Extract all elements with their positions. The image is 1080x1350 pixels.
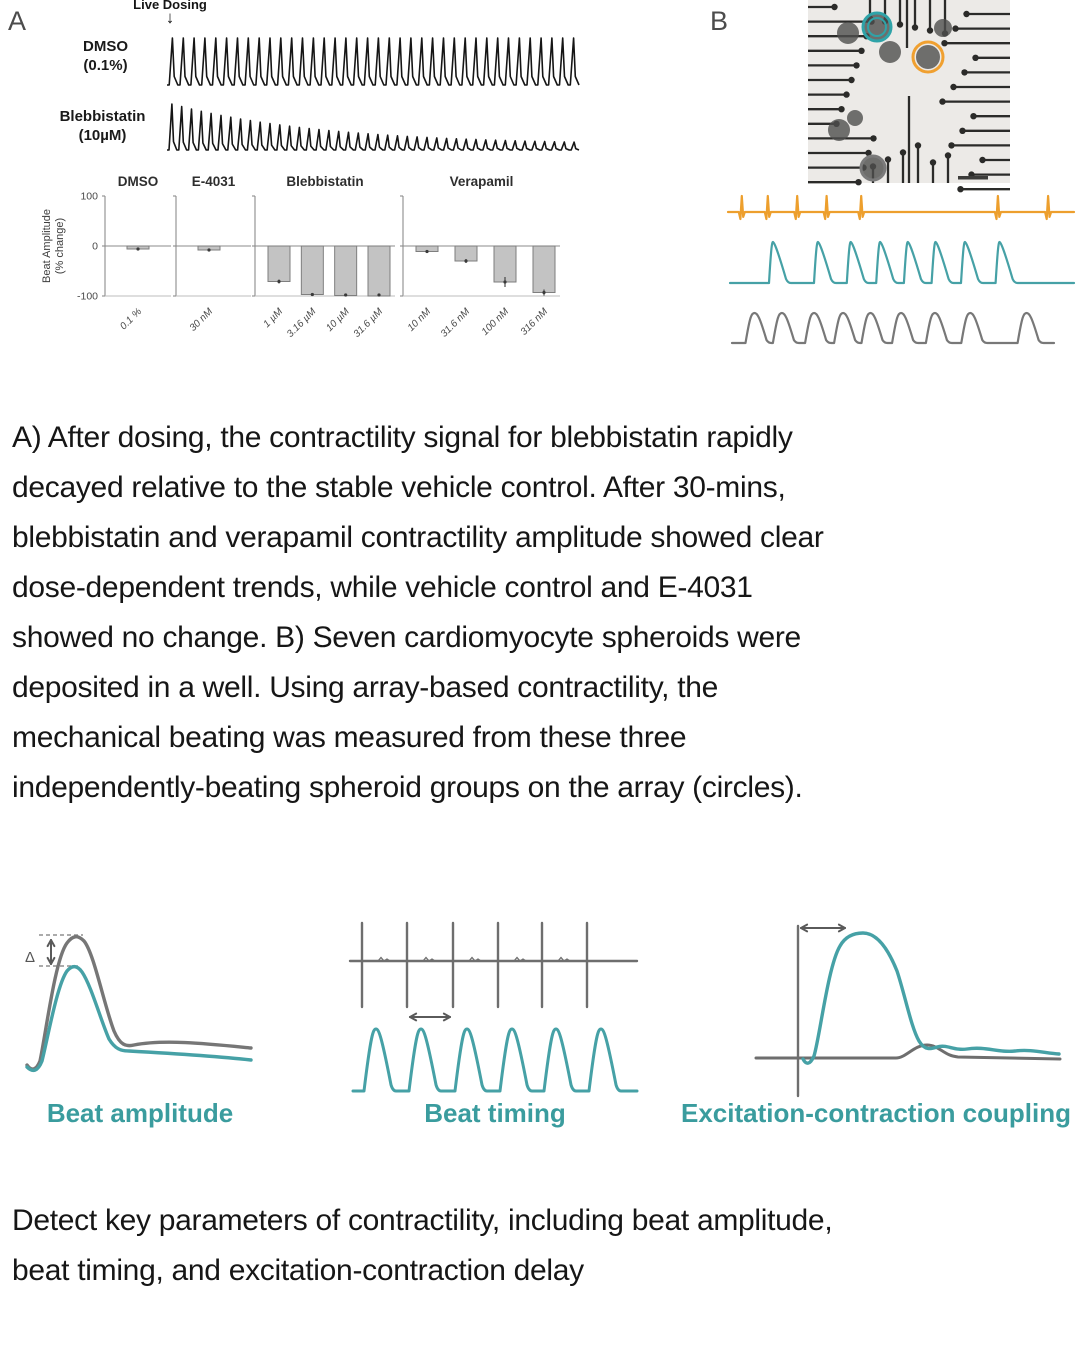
beat-amplitude-diagram [15,915,265,1100]
bar [301,246,323,295]
y-tick-label: 100 [80,190,98,203]
y-tick-label: 0 [92,240,98,253]
spheroid [934,19,952,37]
group-title: DMSO [117,174,159,189]
caption-line: A) After dosing, the contractility signal for blebbistatin rapidly [12,421,793,454]
beat-amplitude-charts [38,170,638,360]
bar [335,246,357,296]
bar [368,246,390,296]
teal-contraction-curve [803,933,1059,1063]
trace-dmso [163,32,583,88]
dose-label: 10 nM [405,306,434,334]
caption-line: deposited in a well. Using array-based contractility, the [12,671,719,704]
bar [494,246,516,282]
teal-beat-train [353,1029,637,1091]
dose-label: 3.16 µM [284,306,319,340]
live-dosing-label: Live Dosing [133,0,207,12]
spheroid [879,41,901,63]
footer-line: Detect key parameters of contractility, including beat amplitude, [12,1204,833,1237]
footer-line: beat timing, and excitation-contraction delay [12,1254,584,1287]
caption-line: independently-beating spheroid groups on the array (circles). [12,771,803,804]
spheroid [828,119,850,141]
blebbistatin-trace-label: Blebbistatin (10µM) [59,108,146,144]
bar [455,246,477,261]
scale-bar [958,176,988,180]
footer-text [12,1196,1072,1296]
beat-timing-diagram [345,915,645,1105]
trace-blebbistatin [163,103,583,155]
dose-label: 10 µM [324,306,352,334]
y-axis-label: (% change) [54,217,66,275]
gray-beat-curve [27,937,251,1069]
group-title: Verapamil [449,174,514,189]
spheroid [916,45,940,69]
panel-b-letter: B [710,6,729,36]
caption-line: blebbistatin and verapamil contractility amplitude showed clear [12,521,824,554]
ecc-label: Excitation-contraction coupling [680,1098,1071,1128]
contractility-trace-teal [730,242,1074,283]
spheroid [847,110,863,126]
contractility-trace-gray [732,313,1054,343]
caption-line: mechanical beating was measured from these three [12,721,687,754]
delta-symbol: Δ [25,949,36,966]
dmso-trace-label: DMSO (0.1%) [83,38,128,74]
dose-label: 31.6 µM [351,306,386,340]
y-tick-label: -100 [76,290,98,303]
dose-label: 30 nM [187,306,216,334]
panel-b-traces [722,192,1080,350]
group-title: E-4031 [191,174,236,189]
dose-label: 100 nM [479,306,512,338]
panel-a-letter: A [8,6,27,36]
beat-timing-label: Beat timing [424,1098,566,1128]
double-arrow [801,925,845,932]
ecc-diagram [748,908,1068,1103]
teal-beat-curve [27,967,251,1071]
caption-line: decayed relative to the stable vehicle control. After 30-mins, [12,471,786,504]
caption-line: showed no change. B) Seven cardiomyocyte spheroids were [12,621,801,654]
dosing-arrow-icon: ↓ [165,8,175,27]
bar [268,246,290,282]
y-axis-label: Beat Amplitude [41,209,53,283]
spheroid [837,22,859,44]
double-arrow [410,1014,450,1021]
dose-label: 316 nM [518,306,551,338]
beat-amplitude-label: Beat amplitude [46,1098,234,1128]
mea-image [808,0,1010,183]
field-potential-trace [728,196,1074,219]
bar [533,246,555,293]
dose-label: 1 µM [261,306,286,330]
dose-label: 31.6 nM [438,306,473,340]
dose-label: 0.1 % [118,306,145,333]
double-arrow [48,940,55,964]
figure-caption [12,413,1072,813]
caption-line: dose-dependent trends, while vehicle control and E-4031 [12,571,753,604]
group-title: Blebbistatin [286,174,364,189]
